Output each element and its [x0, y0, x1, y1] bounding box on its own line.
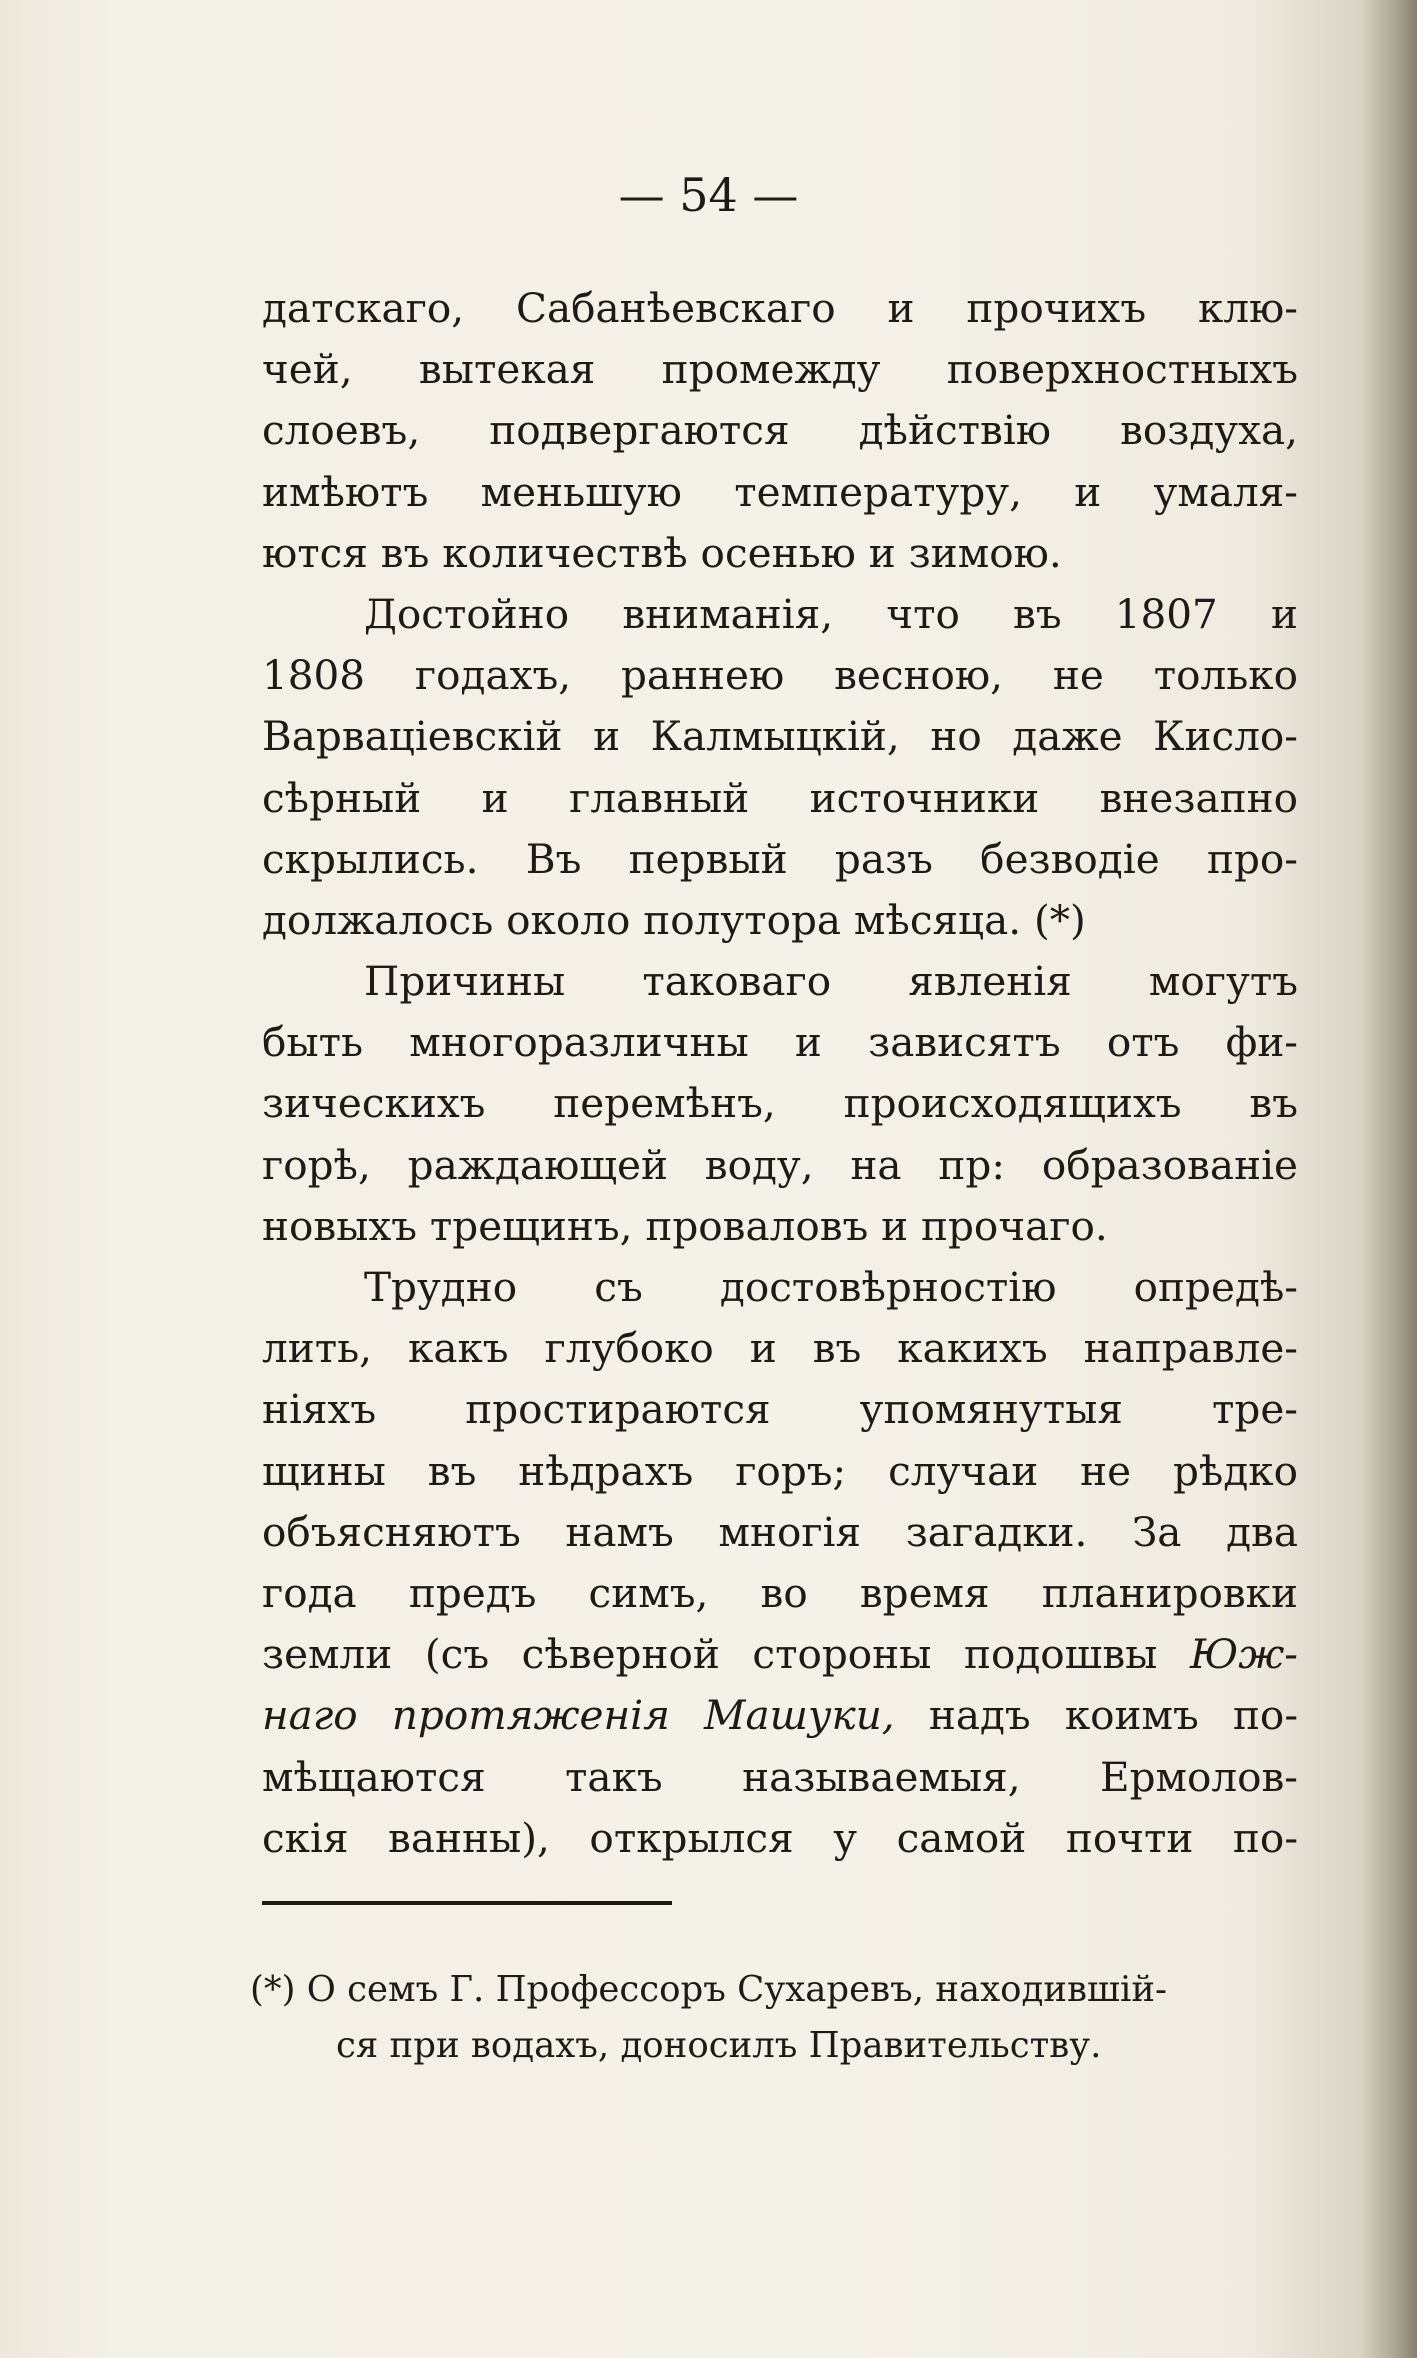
text-line: объясняютъ намъ многія загадки. За два	[262, 1507, 1298, 1556]
text-line: скрылись. Въ первый разъ безводіе про-	[262, 834, 1298, 883]
text-line: быть многоразличны и зависятъ отъ фи-	[262, 1018, 1298, 1067]
text-line	[262, 1624, 1298, 1685]
text-line: ются въ количествѣ осенью и зимою.	[262, 528, 1062, 577]
italic-text: наго протяженія Машуки,	[262, 1691, 895, 1740]
text-line: года предъ симъ, во время планировки	[262, 1568, 1298, 1617]
body-text	[262, 278, 1298, 1869]
text-line: скія ванны), открылся у самой почти по-	[262, 1813, 1298, 1862]
text-line: Варваціевскій и Калмыцкій, но даже Кисло-	[262, 712, 1298, 761]
text-line: Достойно вниманія, что въ 1807 и	[364, 589, 1298, 638]
text-line: имѣютъ меньшую температуру, и умаля-	[262, 467, 1298, 516]
text-line	[262, 1685, 1298, 1746]
text-line: щины въ нѣдрахъ горъ; случаи не рѣдко	[262, 1446, 1298, 1495]
text-line: должалось около полутора мѣсяца. (*)	[262, 895, 1086, 944]
footnote-line: ся при водахъ, доносилъ Правительству.	[336, 2025, 1102, 2066]
footnote-divider	[262, 1901, 672, 1905]
text-line: 1808 годахъ, раннею весною, не только	[262, 651, 1298, 700]
text-line: Причины таковаго явленія могутъ	[364, 957, 1298, 1006]
text-line: горѣ, раждающей воду, на пр: образованіе	[262, 1140, 1298, 1189]
text-line: ніяхъ простираются упомянутыя тре-	[262, 1385, 1298, 1434]
text-line: чей, вытекая промежду поверхностныхъ	[262, 345, 1298, 394]
text-line: датскаго, Сабанѣевскаго и прочихъ клю-	[262, 284, 1298, 332]
text-segment: земли (съ сѣверной стороны подошвы	[262, 1630, 1190, 1679]
footnote-line: (*) О семъ Г. Профессоръ Сухаревъ, находившій-	[250, 1969, 1168, 2010]
text-line: зическихъ перемѣнъ, происходящихъ въ	[262, 1079, 1298, 1128]
text-line: сѣрный и главный источники внезапно	[262, 773, 1298, 822]
text-line: слоевъ, подвергаются дѣйствію воздуха,	[262, 406, 1298, 455]
text-line: мѣщаются такъ называемыя, Ермолов-	[262, 1752, 1298, 1801]
text-line: новыхъ трещинъ, проваловъ и прочаго.	[262, 1201, 1108, 1250]
text-line: лить, какъ глубоко и въ какихъ направле-	[262, 1324, 1298, 1373]
text-segment: надъ коимъ по-	[894, 1691, 1298, 1740]
text-line: Трудно съ достовѣрностію опредѣ-	[364, 1263, 1298, 1311]
footnote	[250, 1962, 1290, 2074]
italic-text: Юж-	[1189, 1630, 1298, 1679]
page-number: — 54 —	[618, 168, 799, 222]
